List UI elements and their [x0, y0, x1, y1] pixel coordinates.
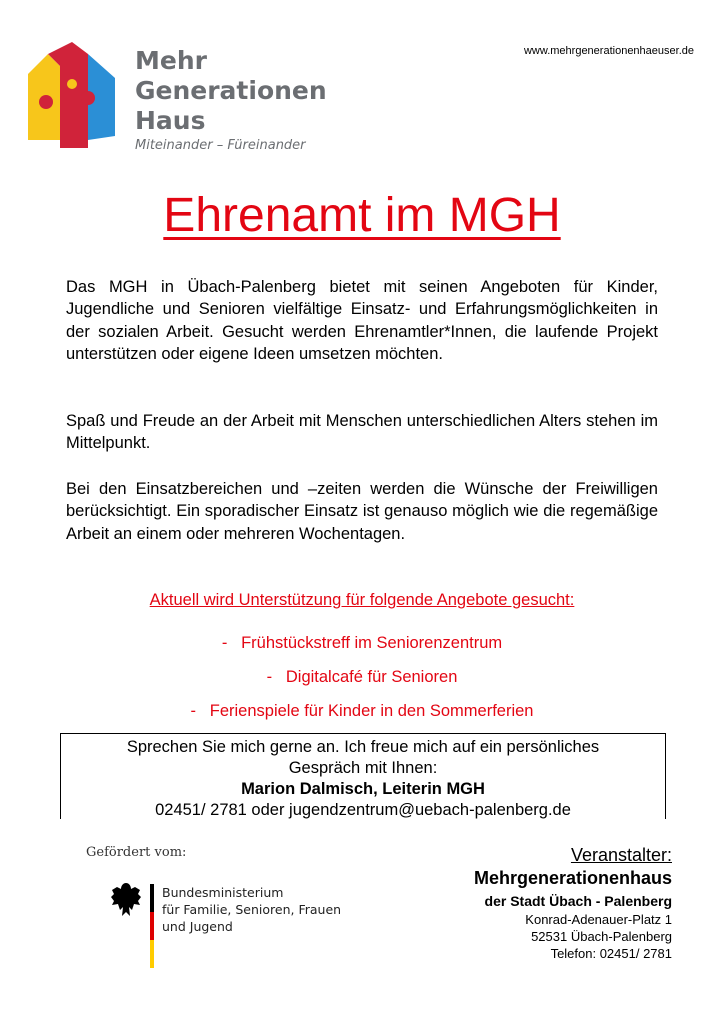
organizer-label: Veranstalter: [570, 845, 672, 865]
brand-haus: Haus [135, 106, 206, 135]
offer-item: - Frühstückstreff im Seniorenzentrum [221, 634, 503, 652]
organizer-street: Konrad-Adenauer-Platz 1 [525, 912, 672, 927]
contact-box [60, 733, 666, 819]
organizer-zip: 52531 Übach-Palenberg [531, 929, 672, 944]
ministry-name-line: für Familie, Senioren, Frauen [162, 902, 342, 917]
schedule-paragraph: Bei den Einsatzbereichen und –zeiten werden die Wünsche der Freiwilligen berücksichtigt. Ein sporadischer Einsatz ist genauso möglich wie die regemäßige Arbeit an einem oder mehreren Wochentagen. [66, 480, 658, 543]
federal-eagle-icon [108, 880, 144, 920]
fun-paragraph: Spaß und Freude an der Arbeit mit Menschen unterschiedlichen Alters stehen im Mittelpunkt. [66, 412, 658, 453]
contact-person: Marion Dalmisch, Leiterin MGH [241, 780, 485, 798]
ministry-name-line: Bundesministerium [162, 885, 284, 900]
brand-mehr: Mehr [135, 46, 207, 75]
brand-tagline: Miteinander – Füreinander [135, 138, 306, 153]
intro-paragraph: Das MGH in Übach-Palenberg bietet mit seinen Angeboten für Kinder, Jugendliche und Senioren vielfältige Einsatz- und Erfahrungsmöglichkeiten in der sozialen Arbeit. Gesucht werden Ehrenamtler*Innen, die laufende Projekt unterstützen oder eigene Ideen umsetzen möchten. [66, 278, 658, 363]
organizer-phone: Telefon: 02451/ 2781 [550, 946, 672, 961]
mgh-house-logo-icon [20, 40, 120, 150]
ministry-name-line: und Jugend [162, 919, 233, 934]
contact-details: 02451/ 2781 oder jugendzentrum@uebach-palenberg.de [155, 801, 571, 819]
contact-line-1: Sprechen Sie mich gerne an. Ich freue mich auf ein persönliches [126, 738, 600, 756]
german-flag-bar-icon [150, 884, 154, 968]
funded-by-label: Gefördert vom: [86, 845, 187, 860]
page-title: Ehrenamt im MGH [163, 189, 561, 242]
offer-item: - Digitalcafé für Senioren [266, 668, 458, 686]
offer-item: - Ferienspiele für Kinder in den Sommerferien [190, 702, 534, 720]
website-url: www.mehrgenerationenhaeuser.de [523, 45, 694, 57]
organizer-city: der Stadt Übach - Palenberg [484, 893, 672, 909]
contact-line-2: Gespräch mit Ihnen: [288, 759, 438, 777]
organizer-name: Mehrgenerationenhaus [473, 868, 672, 888]
brand-generationen: Generationen [135, 76, 327, 105]
needed-heading: Aktuell wird Unterstützung für folgende Angebote gesucht: [149, 591, 575, 609]
